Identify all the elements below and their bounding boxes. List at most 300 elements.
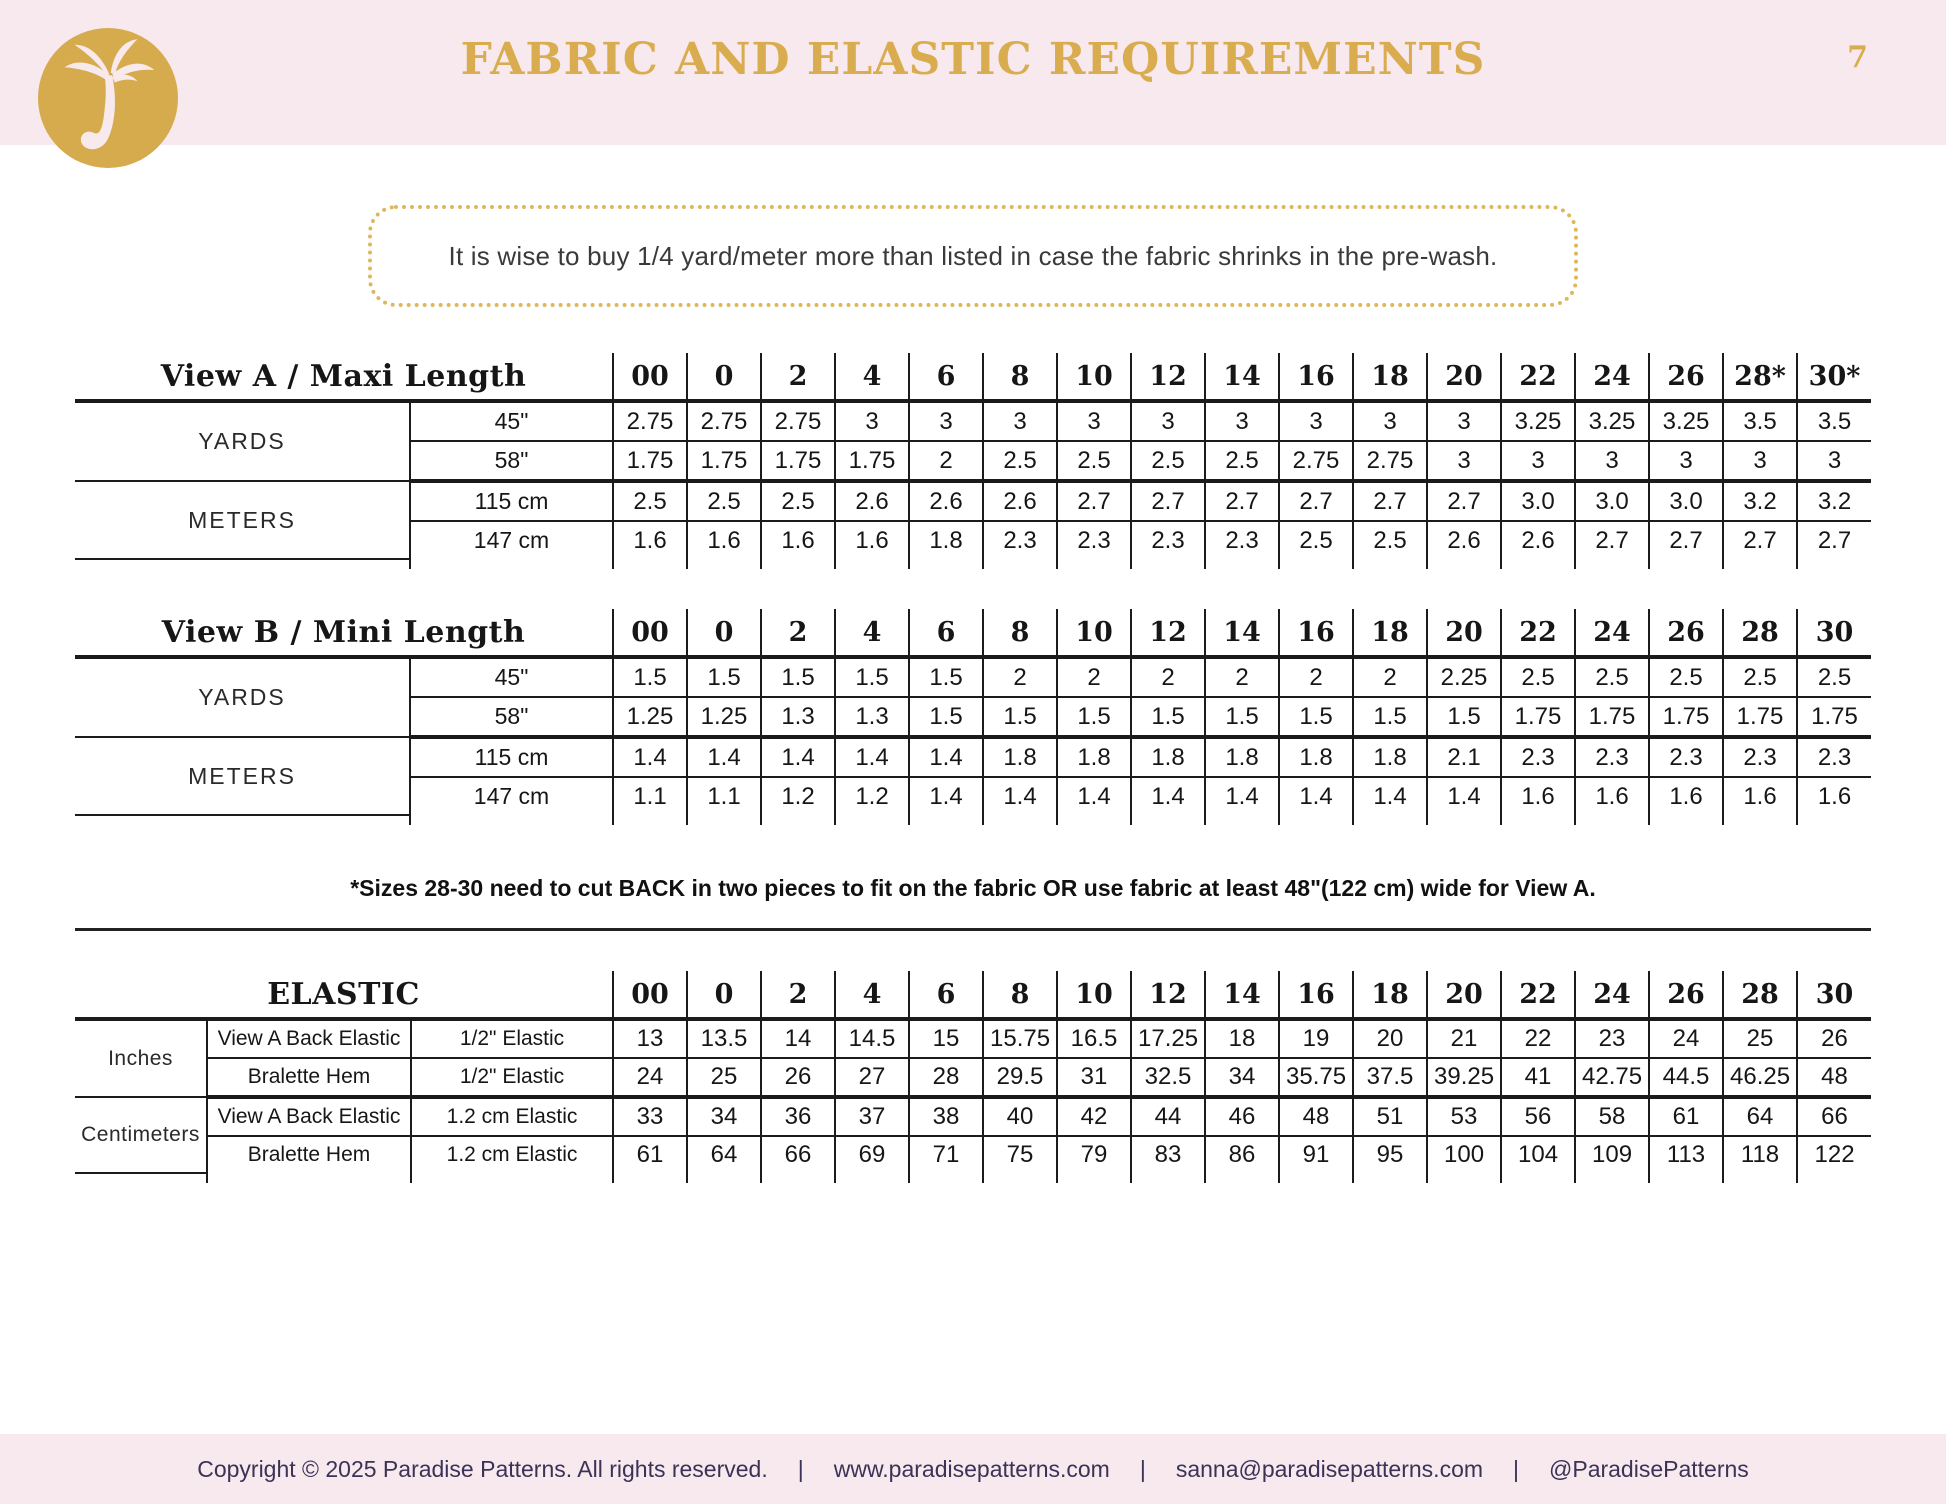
fabric-amount-cell: 2.5 — [761, 481, 835, 521]
elastic-length-cell: 26 — [761, 1058, 835, 1097]
fabric-width-label: 147 cm — [410, 521, 613, 559]
fabric-amount-cell: 2.6 — [835, 481, 909, 521]
elastic-table-title: ELASTIC — [75, 971, 613, 1019]
fabric-amount-cell: 2.6 — [1427, 521, 1501, 559]
elastic-length-cell: 41 — [1501, 1058, 1575, 1097]
unit-label: METERS — [75, 481, 410, 559]
fabric-amount-cell: 2.3 — [1057, 521, 1131, 559]
stub-cell — [835, 559, 909, 569]
fabric-amount-cell: 1.6 — [687, 521, 761, 559]
elastic-length-cell: 44 — [1131, 1097, 1205, 1136]
stub-cell — [1057, 1173, 1131, 1183]
stub-cell — [687, 815, 761, 825]
size-column-header: 2 — [761, 609, 835, 657]
content-area — [0, 353, 1946, 1183]
fabric-amount-cell: 1.75 — [835, 441, 909, 481]
elastic-length-cell: 25 — [687, 1058, 761, 1097]
stub-cell — [835, 1173, 909, 1183]
elastic-length-cell: 64 — [1723, 1097, 1797, 1136]
fabric-amount-cell: 3.2 — [1723, 481, 1797, 521]
fabric-amount-cell: 3 — [1723, 441, 1797, 481]
fabric-amount-cell: 1.2 — [835, 777, 909, 815]
fabric-amount-cell: 1.75 — [1797, 697, 1871, 737]
elastic-length-cell: 56 — [1501, 1097, 1575, 1136]
fabric-width-label: 58" — [410, 441, 613, 481]
fabric-amount-cell: 2.7 — [1057, 481, 1131, 521]
stub-cell — [613, 559, 687, 569]
size-column-header: 22 — [1501, 609, 1575, 657]
fabric-amount-cell: 2.6 — [909, 481, 983, 521]
stub-cell — [983, 815, 1057, 825]
view-b-mini-length-table — [75, 609, 1871, 825]
stub-cell — [1649, 559, 1723, 569]
fabric-amount-cell: 1.5 — [613, 657, 687, 697]
fabric-amount-cell: 1.25 — [613, 697, 687, 737]
elastic-length-cell: 29.5 — [983, 1058, 1057, 1097]
fabric-amount-cell: 1.5 — [1427, 697, 1501, 737]
stub-cell — [613, 815, 687, 825]
elastic-length-cell: 34 — [687, 1097, 761, 1136]
fabric-amount-cell: 2.5 — [1057, 441, 1131, 481]
size-column-header: 30* — [1797, 353, 1871, 401]
fabric-amount-cell: 1.6 — [1501, 777, 1575, 815]
stub-cell — [1057, 815, 1131, 825]
page-number: 7 — [1847, 40, 1868, 75]
stub-cell — [1205, 559, 1279, 569]
elastic-length-cell: 83 — [1131, 1136, 1205, 1173]
size-column-header: 8 — [983, 971, 1057, 1019]
page-title: FABRIC AND ELASTIC REQUIREMENTS — [460, 33, 1486, 85]
elastic-length-cell: 66 — [761, 1136, 835, 1173]
stub-cell — [1501, 1173, 1575, 1183]
fabric-amount-cell: 2.3 — [1797, 737, 1871, 777]
fabric-amount-cell: 2.5 — [983, 441, 1057, 481]
stub-cell — [1279, 815, 1353, 825]
size-column-header: 20 — [1427, 971, 1501, 1019]
size-column-header: 28* — [1723, 353, 1797, 401]
elastic-length-cell: 113 — [1649, 1136, 1723, 1173]
elastic-length-cell: 20 — [1353, 1019, 1427, 1058]
fabric-amount-cell: 3 — [1427, 401, 1501, 441]
stub-cell — [1353, 815, 1427, 825]
stub-cell — [983, 1173, 1057, 1183]
elastic-length-cell: 39.25 — [1427, 1058, 1501, 1097]
elastic-piece-label: Bralette Hem — [207, 1136, 411, 1173]
elastic-piece-label: View A Back Elastic — [207, 1097, 411, 1136]
fabric-amount-cell: 1.2 — [761, 777, 835, 815]
fabric-amount-cell: 1.8 — [1353, 737, 1427, 777]
palm-tree-logo-icon — [38, 28, 178, 168]
fabric-amount-cell: 2.6 — [983, 481, 1057, 521]
elastic-table — [75, 971, 1871, 1183]
size-column-header: 14 — [1205, 353, 1279, 401]
stub-cell — [1649, 1173, 1723, 1183]
size-column-header: 12 — [1131, 971, 1205, 1019]
stub-cell — [410, 815, 613, 825]
fabric-amount-cell: 2.3 — [1649, 737, 1723, 777]
size-column-header: 00 — [613, 971, 687, 1019]
fabric-amount-cell: 2.5 — [1575, 657, 1649, 697]
size-column-header: 00 — [613, 353, 687, 401]
fabric-amount-cell: 1.6 — [613, 521, 687, 559]
stub-cell — [1131, 815, 1205, 825]
stub-cell — [1131, 559, 1205, 569]
size-column-header: 22 — [1501, 971, 1575, 1019]
stub-cell — [1427, 559, 1501, 569]
elastic-length-cell: 61 — [613, 1136, 687, 1173]
elastic-length-cell: 61 — [1649, 1097, 1723, 1136]
fabric-amount-cell: 3 — [835, 401, 909, 441]
stub-cell — [1427, 1173, 1501, 1183]
fabric-amount-cell: 2.75 — [1353, 441, 1427, 481]
fabric-amount-cell: 1.5 — [1279, 697, 1353, 737]
elastic-length-cell: 13 — [613, 1019, 687, 1058]
stub-cell — [1205, 815, 1279, 825]
fabric-amount-cell: 2.7 — [1279, 481, 1353, 521]
elastic-length-cell: 14 — [761, 1019, 835, 1058]
size-column-header: 10 — [1057, 609, 1131, 657]
stub-cell — [687, 559, 761, 569]
stub-cell — [1575, 1173, 1649, 1183]
elastic-length-cell: 118 — [1723, 1136, 1797, 1173]
elastic-length-cell: 66 — [1797, 1097, 1871, 1136]
fabric-amount-cell: 1.4 — [613, 737, 687, 777]
size-column-header: 16 — [1279, 609, 1353, 657]
size-column-header: 18 — [1353, 353, 1427, 401]
fabric-amount-cell: 1.8 — [1057, 737, 1131, 777]
fabric-amount-cell: 2.3 — [983, 521, 1057, 559]
table-title: View B / Mini Length — [75, 609, 613, 657]
fabric-amount-cell: 2.5 — [1205, 441, 1279, 481]
stub-cell — [1797, 559, 1871, 569]
fabric-amount-cell: 2.7 — [1427, 481, 1501, 521]
fabric-amount-cell: 3 — [909, 401, 983, 441]
header-band — [0, 0, 1946, 145]
fabric-amount-cell: 2 — [1057, 657, 1131, 697]
fabric-width-label: 115 cm — [410, 481, 613, 521]
fabric-amount-cell: 1.4 — [1205, 777, 1279, 815]
fabric-amount-cell: 1.4 — [1057, 777, 1131, 815]
size-column-header: 20 — [1427, 609, 1501, 657]
fabric-amount-cell: 3 — [983, 401, 1057, 441]
size-column-header: 00 — [613, 609, 687, 657]
stub-cell — [909, 815, 983, 825]
fabric-amount-cell: 1.75 — [761, 441, 835, 481]
elastic-length-cell: 51 — [1353, 1097, 1427, 1136]
unit-label: METERS — [75, 737, 410, 815]
size-column-header: 6 — [909, 353, 983, 401]
stub-cell — [1131, 1173, 1205, 1183]
size-column-header: 20 — [1427, 353, 1501, 401]
footer-separator: | — [797, 1455, 804, 1482]
stub-cell — [1205, 1173, 1279, 1183]
size-column-header: 12 — [1131, 609, 1205, 657]
fabric-amount-cell: 2 — [1353, 657, 1427, 697]
stub-cell — [1501, 815, 1575, 825]
fabric-amount-cell: 1.3 — [835, 697, 909, 737]
fabric-amount-cell: 1.5 — [1131, 697, 1205, 737]
fabric-amount-cell: 2.3 — [1131, 521, 1205, 559]
fabric-amount-cell: 1.6 — [1649, 777, 1723, 815]
fabric-amount-cell: 2 — [1131, 657, 1205, 697]
footer-item: sanna@paradisepatterns.com — [1175, 1455, 1484, 1482]
fabric-amount-cell: 1.75 — [1501, 697, 1575, 737]
fabric-amount-cell: 1.5 — [909, 657, 983, 697]
footer-item: Copyright © 2025 Paradise Patterns. All rights reserved. — [197, 1455, 768, 1482]
stub-cell — [1797, 815, 1871, 825]
stub-cell — [909, 1173, 983, 1183]
fabric-amount-cell: 1.4 — [1353, 777, 1427, 815]
elastic-length-cell: 27 — [835, 1058, 909, 1097]
elastic-length-cell: 18 — [1205, 1019, 1279, 1058]
stub-cell — [1723, 1173, 1797, 1183]
unit-label: Inches — [75, 1019, 207, 1097]
fabric-amount-cell: 3 — [1131, 401, 1205, 441]
fabric-amount-cell: 1.4 — [1131, 777, 1205, 815]
stub-cell — [983, 559, 1057, 569]
elastic-length-cell: 91 — [1279, 1136, 1353, 1173]
fabric-amount-cell: 3.2 — [1797, 481, 1871, 521]
table-title: View A / Maxi Length — [75, 353, 613, 401]
fabric-amount-cell: 1.6 — [1723, 777, 1797, 815]
elastic-length-cell: 32.5 — [1131, 1058, 1205, 1097]
elastic-length-cell: 15 — [909, 1019, 983, 1058]
elastic-length-cell: 104 — [1501, 1136, 1575, 1173]
footer-item: @ParadisePatterns — [1549, 1455, 1749, 1482]
size-column-header: 10 — [1057, 971, 1131, 1019]
fabric-amount-cell: 1.4 — [1427, 777, 1501, 815]
fabric-amount-cell: 2.3 — [1501, 737, 1575, 777]
elastic-length-cell: 48 — [1279, 1097, 1353, 1136]
fabric-amount-cell: 3 — [1057, 401, 1131, 441]
fabric-amount-cell: 1.25 — [687, 697, 761, 737]
fabric-width-label: 115 cm — [410, 737, 613, 777]
elastic-length-cell: 23 — [1575, 1019, 1649, 1058]
fabric-amount-cell: 2.7 — [1797, 521, 1871, 559]
stub-cell — [1649, 815, 1723, 825]
fabric-amount-cell: 1.4 — [761, 737, 835, 777]
elastic-length-cell: 64 — [687, 1136, 761, 1173]
elastic-length-cell: 44.5 — [1649, 1058, 1723, 1097]
elastic-length-cell: 100 — [1427, 1136, 1501, 1173]
fabric-amount-cell: 3 — [1575, 441, 1649, 481]
fabric-width-label: 45" — [410, 401, 613, 441]
fabric-amount-cell: 3 — [1501, 441, 1575, 481]
fabric-amount-cell: 2.3 — [1723, 737, 1797, 777]
fabric-amount-cell: 1.1 — [687, 777, 761, 815]
elastic-length-cell: 46 — [1205, 1097, 1279, 1136]
elastic-type-label: 1.2 cm Elastic — [411, 1136, 613, 1173]
fabric-amount-cell: 1.75 — [1723, 697, 1797, 737]
horizontal-divider — [75, 928, 1871, 931]
fabric-amount-cell: 2.5 — [1649, 657, 1723, 697]
pre-wash-note — [368, 205, 1578, 307]
fabric-amount-cell: 2.5 — [1797, 657, 1871, 697]
elastic-length-cell: 24 — [613, 1058, 687, 1097]
size-column-header: 30 — [1797, 971, 1871, 1019]
fabric-amount-cell: 1.4 — [835, 737, 909, 777]
size-column-header: 30 — [1797, 609, 1871, 657]
fabric-amount-cell: 3.0 — [1501, 481, 1575, 521]
size-column-header: 26 — [1649, 971, 1723, 1019]
elastic-type-label: 1/2" Elastic — [411, 1019, 613, 1058]
fabric-amount-cell: 2.5 — [1131, 441, 1205, 481]
size-column-header: 18 — [1353, 609, 1427, 657]
stub-cell — [1427, 815, 1501, 825]
elastic-length-cell: 109 — [1575, 1136, 1649, 1173]
elastic-piece-label: Bralette Hem — [207, 1058, 411, 1097]
fabric-amount-cell: 1.5 — [909, 697, 983, 737]
elastic-length-cell: 42 — [1057, 1097, 1131, 1136]
fabric-amount-cell: 2 — [1205, 657, 1279, 697]
elastic-length-cell: 46.25 — [1723, 1058, 1797, 1097]
elastic-length-cell: 34 — [1205, 1058, 1279, 1097]
stub-cell — [1279, 559, 1353, 569]
elastic-length-cell: 71 — [909, 1136, 983, 1173]
fabric-amount-cell: 3 — [1353, 401, 1427, 441]
fabric-amount-cell: 1.4 — [687, 737, 761, 777]
elastic-length-cell: 13.5 — [687, 1019, 761, 1058]
stub-cell — [1723, 815, 1797, 825]
stub-cell — [1723, 559, 1797, 569]
size-column-header: 6 — [909, 609, 983, 657]
stub-cell — [1057, 559, 1131, 569]
fabric-amount-cell: 2.7 — [1649, 521, 1723, 559]
elastic-length-cell: 58 — [1575, 1097, 1649, 1136]
elastic-length-cell: 14.5 — [835, 1019, 909, 1058]
fabric-amount-cell: 1.75 — [687, 441, 761, 481]
size-column-header: 22 — [1501, 353, 1575, 401]
elastic-length-cell: 24 — [1649, 1019, 1723, 1058]
stub-cell — [1353, 559, 1427, 569]
fabric-amount-cell: 3 — [1279, 401, 1353, 441]
size-column-header: 24 — [1575, 353, 1649, 401]
size-column-header: 4 — [835, 353, 909, 401]
elastic-length-cell: 122 — [1797, 1136, 1871, 1173]
size-column-header: 14 — [1205, 609, 1279, 657]
fabric-amount-cell: 1.8 — [909, 521, 983, 559]
fabric-amount-cell: 1.6 — [835, 521, 909, 559]
fabric-amount-cell: 2.5 — [1353, 521, 1427, 559]
view-a-maxi-length-table — [75, 353, 1871, 569]
fabric-amount-cell: 3 — [1427, 441, 1501, 481]
size-column-header: 2 — [761, 971, 835, 1019]
fabric-amount-cell: 1.4 — [909, 777, 983, 815]
footer-item: www.paradisepatterns.com — [833, 1455, 1110, 1482]
elastic-type-label: 1/2" Elastic — [411, 1058, 613, 1097]
elastic-length-cell: 21 — [1427, 1019, 1501, 1058]
fabric-amount-cell: 2.7 — [1131, 481, 1205, 521]
fabric-amount-cell: 2.5 — [1723, 657, 1797, 697]
size-column-header: 16 — [1279, 353, 1353, 401]
fabric-amount-cell: 1.5 — [1057, 697, 1131, 737]
stub-cell — [75, 559, 410, 569]
elastic-length-cell: 37 — [835, 1097, 909, 1136]
elastic-length-cell: 40 — [983, 1097, 1057, 1136]
fabric-amount-cell: 1.3 — [761, 697, 835, 737]
fabric-amount-cell: 1.8 — [1131, 737, 1205, 777]
fabric-amount-cell: 2.5 — [1501, 657, 1575, 697]
fabric-amount-cell: 3.0 — [1575, 481, 1649, 521]
fabric-amount-cell: 1.4 — [1279, 777, 1353, 815]
footer-band — [0, 1434, 1946, 1504]
elastic-length-cell: 31 — [1057, 1058, 1131, 1097]
fabric-amount-cell: 2.5 — [687, 481, 761, 521]
fabric-amount-cell: 1.6 — [1797, 777, 1871, 815]
stub-cell — [761, 1173, 835, 1183]
stub-cell — [75, 815, 410, 825]
unit-label: YARDS — [75, 401, 410, 481]
elastic-length-cell: 16.5 — [1057, 1019, 1131, 1058]
fabric-amount-cell: 2.7 — [1723, 521, 1797, 559]
elastic-type-label: 1.2 cm Elastic — [411, 1097, 613, 1136]
elastic-length-cell: 69 — [835, 1136, 909, 1173]
fabric-amount-cell: 1.1 — [613, 777, 687, 815]
fabric-amount-cell: 2.7 — [1205, 481, 1279, 521]
fabric-width-label: 45" — [410, 657, 613, 697]
size-column-header: 26 — [1649, 609, 1723, 657]
fabric-amount-cell: 1.75 — [613, 441, 687, 481]
elastic-length-cell: 42.75 — [1575, 1058, 1649, 1097]
stub-cell — [75, 1173, 207, 1183]
size-column-header: 28 — [1723, 971, 1797, 1019]
fabric-amount-cell: 2.6 — [1501, 521, 1575, 559]
fabric-amount-cell: 1.4 — [909, 737, 983, 777]
fabric-amount-cell: 1.5 — [983, 697, 1057, 737]
fabric-amount-cell: 2.75 — [761, 401, 835, 441]
stub-cell — [1501, 559, 1575, 569]
fabric-amount-cell: 3.25 — [1501, 401, 1575, 441]
fabric-amount-cell: 2.1 — [1427, 737, 1501, 777]
stub-cell — [761, 815, 835, 825]
size-column-header: 24 — [1575, 609, 1649, 657]
elastic-length-cell: 95 — [1353, 1136, 1427, 1173]
stub-cell — [1353, 1173, 1427, 1183]
size-column-header: 0 — [687, 971, 761, 1019]
stub-cell — [835, 815, 909, 825]
elastic-length-cell: 48 — [1797, 1058, 1871, 1097]
fabric-amount-cell: 3.25 — [1649, 401, 1723, 441]
stub-cell — [1279, 1173, 1353, 1183]
size-column-header: 10 — [1057, 353, 1131, 401]
stub-cell — [1575, 559, 1649, 569]
elastic-length-cell: 33 — [613, 1097, 687, 1136]
elastic-length-cell: 75 — [983, 1136, 1057, 1173]
fabric-amount-cell: 1.5 — [687, 657, 761, 697]
fabric-amount-cell: 1.4 — [983, 777, 1057, 815]
fabric-amount-cell: 1.5 — [835, 657, 909, 697]
fabric-amount-cell: 1.8 — [1205, 737, 1279, 777]
size-column-header: 2 — [761, 353, 835, 401]
fabric-amount-cell: 1.5 — [761, 657, 835, 697]
stub-cell — [1575, 815, 1649, 825]
fabric-amount-cell: 2.75 — [687, 401, 761, 441]
size-column-header: 28 — [1723, 609, 1797, 657]
stub-cell — [909, 559, 983, 569]
footer-separator: | — [1139, 1455, 1146, 1482]
size-column-header: 18 — [1353, 971, 1427, 1019]
fabric-amount-cell: 3.0 — [1649, 481, 1723, 521]
pre-wash-note-text: It is wise to buy 1/4 yard/meter more than listed in case the fabric shrinks in the pre-wash. — [448, 240, 1498, 271]
elastic-length-cell: 79 — [1057, 1136, 1131, 1173]
elastic-length-cell: 35.75 — [1279, 1058, 1353, 1097]
stub-cell — [411, 1173, 613, 1183]
fabric-amount-cell: 1.6 — [761, 521, 835, 559]
elastic-length-cell: 38 — [909, 1097, 983, 1136]
elastic-piece-label: View A Back Elastic — [207, 1019, 411, 1058]
fabric-amount-cell: 3 — [1205, 401, 1279, 441]
size-column-header: 6 — [909, 971, 983, 1019]
